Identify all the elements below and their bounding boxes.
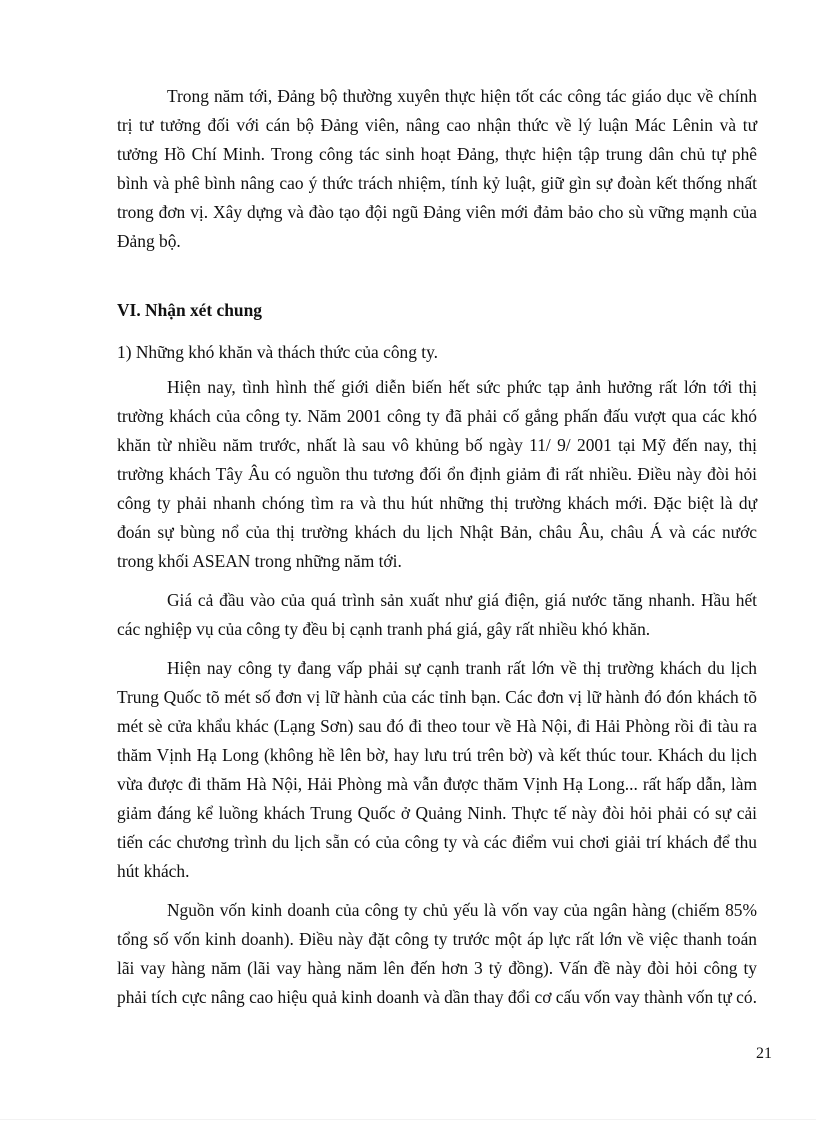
- subsection-heading: 1) Những khó khăn và thách thức của công ty.: [117, 342, 439, 362]
- paragraph-world-situation: Hiện nay, tình hình thế giới diễn biến hết sức phức tạp ảnh hưởng rất lớn tới thị trường khách của công ty. Năm 2001 công ty đã phải cố gắng phấn đấu vượt qua các khó khăn từ nhiều năm trước, nhất là sau vô khủng bố ngày 11/ 9/ 2001 tại Mỹ đến nay, thị trường khách Tây Âu có nguồn thu tương đối ổn định giảm đi rất nhiều. Điều này đòi hỏi công ty phải nhanh chóng tìm ra và thu hút những thị trường khách mới. Đặc biệt là dự đoán sự bùng nổ của thị trường khách du lịch Nhật Bản, châu Âu, châu Á và các nước trong khối ASEAN trong những năm tới.: [117, 377, 757, 571]
- paragraph-input-prices: Giá cả đầu vào của quá trình sản xuất như giá điện, giá nước tăng nhanh. Hầu hết các nghiệp vụ của công ty đều bị cạnh tranh phá giá, gây rất nhiều khó khăn.: [117, 590, 757, 639]
- page-bottom-divider: [0, 1119, 816, 1120]
- section-heading: VI. Nhận xét chung: [117, 300, 262, 320]
- paragraph-chinese-market-competition: Hiện nay công ty đang vấp phải sự cạnh tranh rất lớn về thị trường khách du lịch Trung Quốc tõ mét số đơn vị lữ hành của các tỉnh bạn. Các đơn vị lữ hành đó đón khách tõ mét sè cửa khẩu khác (Lạng Sơn) sau đó đi theo tour về Hà Nội, đi Hải Phòng rồi đi tàu ra thăm Vịnh Hạ Long (không hề lên bờ, hay lưu trú trên bờ) và kết thúc tour. Khách du lịch vừa được đi thăm Hà Nội, Hải Phòng mà vẫn được thăm Vịnh Hạ Long... rất hấp dẫn, làm giảm đáng kể luồng khách Trung Quốc ở Quảng Ninh. Thực tế này đòi hỏi phải có sự cải tiến các chương trình du lịch sẵn có của công ty và các điểm vui chơi giải trí khách để thu hút khách.: [117, 658, 757, 881]
- page-number: 21: [756, 1045, 772, 1062]
- page-content: [117, 82, 757, 1012]
- paragraph-business-capital: Nguồn vốn kinh doanh của công ty chủ yếu là vốn vay của ngân hàng (chiếm 85% tổng số vốn kinh doanh). Điều này đặt công ty trước một áp lực rất lớn về việc thanh toán lãi vay hàng năm (lãi vay hàng năm lên đến hơn 3 tỷ đồng). Vấn đề này đòi hỏi công ty phải tích cực nâng cao hiệu quả kinh doanh và dần thay đổi cơ cấu vốn vay thành vốn tự có.: [117, 900, 757, 1007]
- paragraph-party-education: Trong năm tới, Đảng bộ thường xuyên thực hiện tốt các công tác giáo dục về chính trị tư tưởng đối với cán bộ Đảng viên, nâng cao nhận thức về lý luận Mác Lênin và tư tưởng Hồ Chí Minh. Trong công tác sinh hoạt Đảng, thực hiện tập trung dân chủ tự phê bình và phê bình nâng cao ý thức trách nhiệm, tính kỷ luật, giữ gìn sự đoàn kết thống nhất trong đơn vị. Xây dựng và đào tạo đội ngũ Đảng viên mới đảm bảo cho sù vững mạnh của Đảng bộ.: [117, 86, 757, 251]
